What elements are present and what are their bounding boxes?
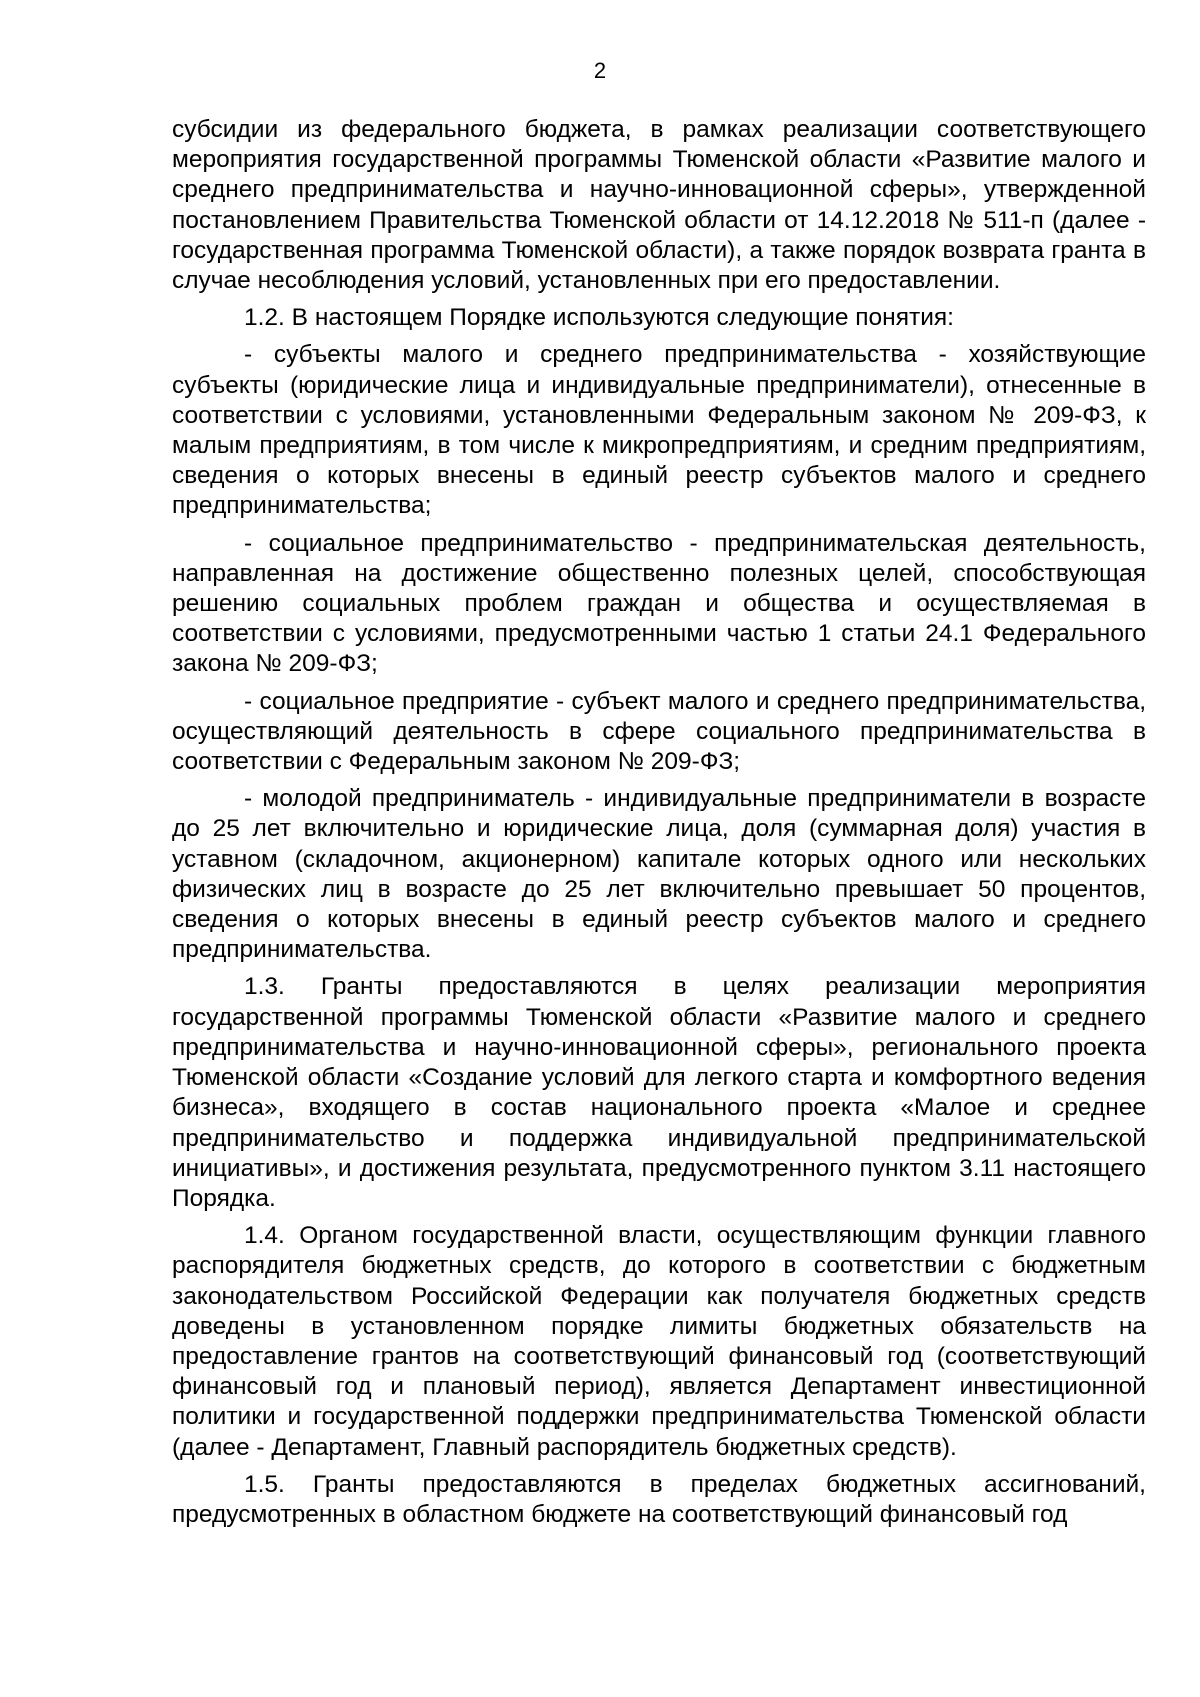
paragraph-1-4: 1.4. Органом государственной власти, осуществляющим функции главного распорядителя бюджетных средств, до которого в соответствии с бюджетным законодательством Российской Федерации как получателя бюджетных средств доведены в установленном порядке лимиты бюджетных обязательств на предоставление грантов на соответствующий финансовый год (соответствующий финансовый год и плановый период), является Департамент инвестиционной политики и государственной поддержки предпринимательства Тюменской области (далее - Департамент, Главный распорядитель бюджетных средств). xyxy=(172,1222,1146,1461)
paragraph-1-3: 1.3. Гранты предоставляются в целях реализации мероприятия государственной программы Тюменской области «Развитие малого и среднего предпринимательства и научно-инновационной сферы», регионального проекта Тюменской области «Создание условий для легкого старта и комфортного ведения бизнеса», входящего в состав национального проекта «Малое и среднее предпринимательство и поддержка индивидуальной предпринимательской инициативы», и достижения результата, предусмотренного пунктом 3.11 настоящего Порядка. xyxy=(172,973,1146,1212)
definition-social-entrepreneurship: - социальное предпринимательство - предпринимательская деятельность, направленная на достижение общественно полезных целей, способствующая решению социальных проблем граждан и общества и осуществляемая в соответствии с условиями, предусмотренными частью 1 статьи 24.1 Федерального закона № 209-ФЗ; xyxy=(172,529,1146,678)
definition-young-entrepreneur: - молодой предприниматель - индивидуальные предприниматели в возрасте до 25 лет включительно и юридические лица, доля (суммарная доля) участия в уставном (складочном, акционерном) капитале которых одного или нескольких физических лиц в возрасте до 25 лет включительно превышает 50 процентов, сведения о которых внесены в единый реестр субъектов малого и среднего предпринимательства. xyxy=(172,785,1146,964)
definition-sme-subjects: - субъекты малого и среднего предпринимательства - хозяйствующие субъекты (юридические лица и индивидуальные предприниматели), отнесенные в соответствии с условиями, установленными Федеральным законом № 209-ФЗ, к малым предприятиям, в том числе к микропредприятиям, и средним предприятиям, сведения о которых внесены в единый реестр субъектов малого и среднего предпринимательства; xyxy=(172,341,1146,520)
paragraph-1-1-continuation: субсидии из федерального бюджета, в рамках реализации соответствующего мероприятия государственной программы Тюменской области «Развитие малого и среднего предпринимательства и научно-инновационной сферы», утвержденной постановлением Правительства Тюменской области от 14.12.2018 № 511-п (далее - государственная программа Тюменской области), а также порядок возврата гранта в случае несоблюдения условий, установленных при его предоставлении. xyxy=(172,116,1146,295)
document-body xyxy=(172,115,1146,1537)
definition-social-enterprise: - социальное предприятие - субъект малого и среднего предпринимательства, осуществляющий деятельность в сфере социального предпринимательства в соответствии с Федеральным законом № 209-ФЗ; xyxy=(172,687,1146,776)
page-number: 2 xyxy=(593,58,607,83)
paragraph-1-5: 1.5. Гранты предоставляются в пределах бюджетных ассигнований, предусмотренных в областном бюджете на соответствующий финансовый год xyxy=(172,1470,1146,1528)
paragraph-1-2: 1.2. В настоящем Порядке используются следующие понятия: xyxy=(244,304,954,332)
